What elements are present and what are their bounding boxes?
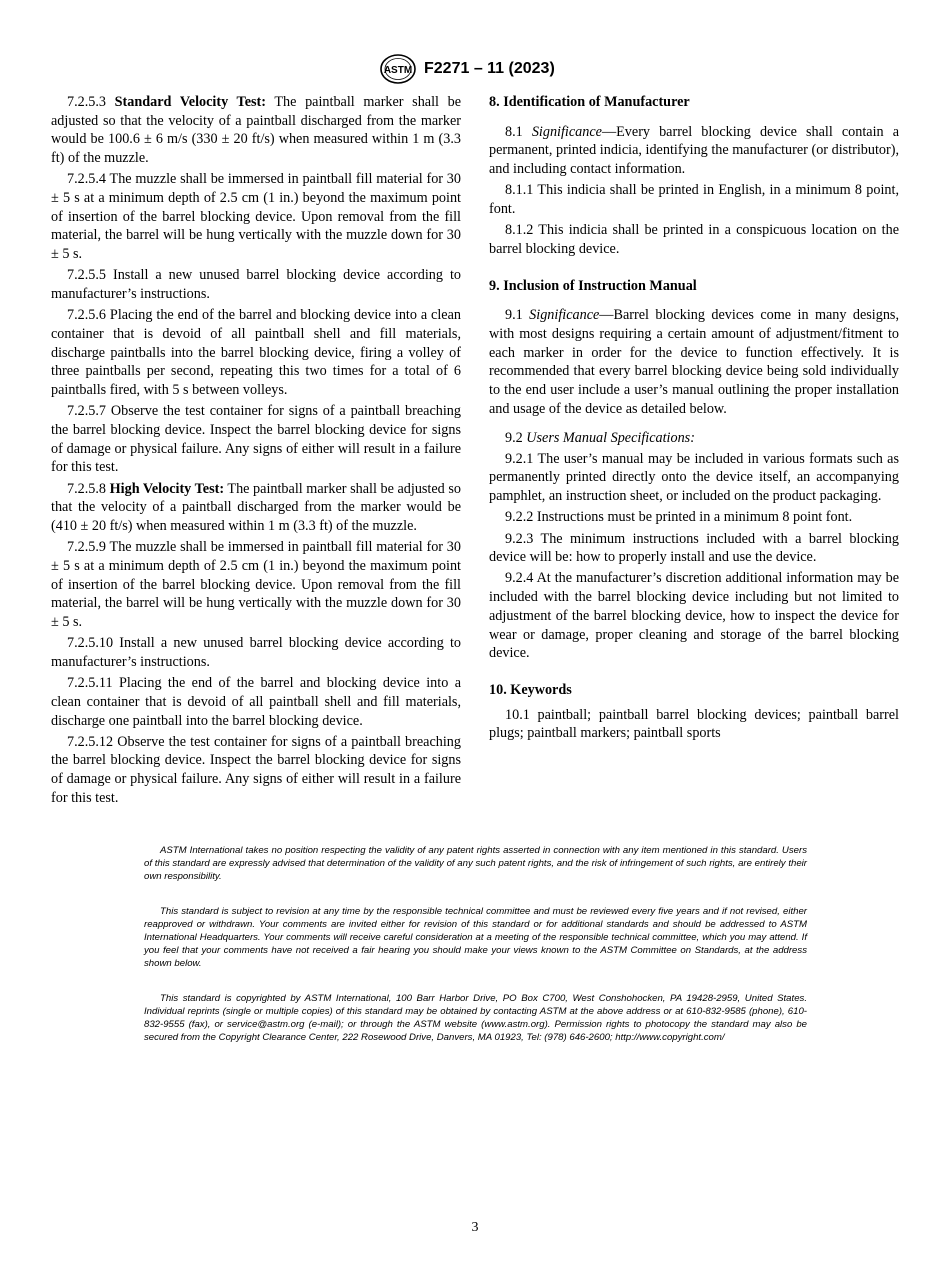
revision-notice: This standard is subject to revision at any time by the responsible technical committee and must be reviewed every five years and if not revised, either reapproved or withdrawn. Your comments are invited either for revision of this standard or for additional standards and should be addressed to ASTM International Headquarters. Your comments will receive careful consideration at a meeting of the responsible technical committee, which you may attend. If you feel that your comments have not received a fair hearing you should make your views known to the ASTM Committee on Standards, at the address shown below. — [144, 906, 807, 969]
paragraph-7-2-5-11: 7.2.5.11 Placing the end of the barrel and blocking device into a clean container that is devoid of all paintball shell and fill materials, discharge one paintball into the barrel blocking device. — [51, 675, 461, 729]
paragraph-7-2-5-4: 7.2.5.4 The muzzle shall be immersed in paintball fill material for 30 ± 5 s at a minimum depth of 2.5 cm (1 in.) beyond the maximum point of insertion of the barrel blocking device. Upon removal from the fill material, the barrel will be hung vertically with the muzzle down for 30 ± 5 s. — [51, 171, 461, 263]
paragraph-7-2-5-6: 7.2.5.6 Placing the end of the barrel and blocking device into a clean container that is devoid of all paintball shell and fill materials, discharge paintballs into the barrel blocking device, firing a volley of three paintballs per second, repeating this two times for a total of 6 paintballs fired, with 5 s between volleys. — [51, 307, 461, 399]
paragraph-8-1: 8.1 Significance—Every barrel blocking device shall contain a permanent, printed indicia, identifying the manufacturer (or distributor), and including contact information. — [489, 123, 900, 178]
paragraph-10-1: 10.1 paintball; paintball barrel blocking devices; paintball barrel plugs; paintball markers; paintball sports — [489, 706, 899, 742]
section-9-heading: 9. Inclusion of Instruction Manual — [489, 277, 697, 294]
paragraph-9-2-1: 9.2.1 The user’s manual may be included in various formats such as permanently printed directly onto the device itself, an accompanying pamphlet, an instruction sheet, or included on the product packaging. — [489, 450, 899, 505]
copyright-notice: This standard is copyrighted by ASTM International, 100 Barr Harbor Drive, PO Box C700, West Conshohocken, PA 19428-2959, United States. Individual reprints (single or multiple copies) of this standard may be obtained by contacting ASTM at the above address or at 610-832-9585 (phone), 610-832-9555 (fax), or service@astm.org (e-mail); or through the ASTM website (www.astm.org). Permission rights to photocopy the standard may also be secured from the Copyright Clearance Center, 222 Rosewood Drive, Danvers, MA 01923, Tel: (978) 646-2600; http://www.copyright.com/ — [144, 993, 807, 1043]
paragraph-9-2: 9.2 Users Manual Specifications: — [505, 429, 695, 446]
paragraph-7-2-5-9: 7.2.5.9 The muzzle shall be immersed in paintball fill material for 30 ± 5 s at a minimum depth of 2.5 cm (1 in.) beyond the maximum point of insertion of the barrel blocking device. Upon removal from the fill material, the barrel will be hung vertically with the muzzle down for 30 ± 5 s. — [51, 539, 461, 630]
paragraph-7-2-5-7: 7.2.5.7 Observe the test container for signs of a paintball breaching the barrel blocking device. Inspect the barrel blocking device for signs of damage or physical failure. Any signs of either will result in a failure for this test. — [51, 403, 461, 476]
document-designation: F2271 – 11 (2023) — [424, 60, 555, 77]
paragraph-9-2-4: 9.2.4 At the manufacturer’s discretion additional information may be included with the barrel blocking device including but not limited to adjustment of the barrel blocking device, how to inspect the device for wear or damage, proper cleaning and storage of the barrel blocking device. — [489, 570, 899, 662]
svg-text:ASTM: ASTM — [383, 65, 413, 76]
astm-logo-icon — [380, 54, 416, 84]
paragraph-9-1: 9.1 Significance—Barrel blocking devices come in many designs, with most designs requiring a certain amount of adjustment/fitment to each marker in order for the device to function effectively. It is recommended that every barrel blocking device being sold individually to the end user include a user’s manual outlining the proper installation and usage of the device as detailed below. — [489, 307, 900, 417]
section-10-heading: 10. Keywords — [489, 681, 572, 698]
patent-notice: ASTM International takes no position respecting the validity of any patent rights asserted in connection with any item mentioned in this standard. Users of this standard are expressly advised that determination of the validity of any such patent rights, and the risk of infringement of such rights, are entirely their own responsibility. — [144, 845, 807, 882]
paragraph-7-2-5-12: 7.2.5.12 Observe the test container for signs of a paintball breaching the barrel blocking device. Inspect the barrel blocking device for signs of damage or physical failure. Any signs of either will result in a failure for this test. — [51, 733, 461, 806]
right-column — [489, 93, 899, 746]
paragraph-8-1-2: 8.1.2 This indicia shall be printed in a conspicuous location on the barrel blocking device. — [489, 222, 899, 257]
paragraph-7-2-5-5: 7.2.5.5 Install a new unused barrel blocking device according to manufacturer’s instructions. — [51, 267, 461, 303]
page-number: 3 — [471, 1220, 479, 1235]
paragraph-7-2-5-3: 7.2.5.3 Standard Velocity Test: The paintball marker shall be adjusted so that the velocity of a paintball discharged from the marker would be 100.6 ± 6 m/s (330 ± 20 ft/s) when measured within 1 m (3.3 ft) of the muzzle. — [51, 94, 461, 167]
paragraph-9-2-3: 9.2.3 The minimum instructions included with a barrel blocking device will be: how to properly install and use the device. — [489, 530, 899, 566]
section-8-heading: 8. Identification of Manufacturer — [489, 94, 690, 110]
paragraph-7-2-5-10: 7.2.5.10 Install a new unused barrel blocking device according to manufacturer’s instructions. — [51, 635, 461, 670]
paragraph-9-2-2: 9.2.2 Instructions must be printed in a minimum 8 point font. — [505, 509, 853, 526]
left-column — [51, 93, 461, 810]
page-header — [0, 54, 950, 84]
paragraph-8-1-1: 8.1.1 This indicia shall be printed in English, in a minimum 8 point, font. — [489, 182, 899, 218]
paragraph-7-2-5-8: 7.2.5.8 High Velocity Test: The paintball marker shall be adjusted so that the velocity of a paintball discharged from the marker would be (410 ± 20 ft/s) when measured within 1 m (3.3 ft) of the muzzle. — [51, 480, 461, 534]
